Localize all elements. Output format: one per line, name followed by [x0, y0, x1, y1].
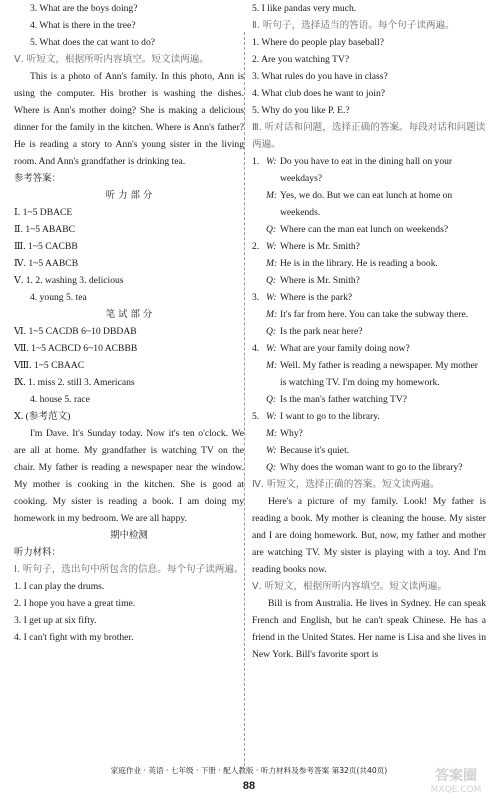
dialogue-number: 5. [252, 411, 260, 422]
section-title: Ⅲ. 听对话和问题，选择正确的答案。每段对话和问题读两遍。 [252, 122, 486, 150]
dialogue-text: Because it's quiet. [280, 445, 350, 456]
dialogue-line [252, 306, 486, 323]
essay-label: Ⅹ. (参考范文) [14, 411, 71, 422]
dialogue-line [252, 408, 486, 425]
speaker-label: W: [266, 156, 277, 167]
sentence-item: 3. What rules do you have in class? [252, 71, 388, 82]
dialogue-number [252, 306, 266, 323]
dialogue-number [252, 187, 266, 221]
speaker-label: M: [266, 258, 278, 269]
dialogue-number [252, 442, 266, 459]
speaker-label: W: [266, 292, 277, 303]
dialogue-number [252, 272, 266, 289]
svg-text:答案圈: 答案圈 [435, 768, 477, 784]
sentence-item: 2. Are you watching TV? [252, 54, 350, 65]
dialogue-line [252, 459, 486, 476]
speaker-label: Q: [266, 224, 277, 235]
dialogue-text: It's far from here. You can take the subway there. [280, 309, 469, 320]
dialogue-line [252, 289, 486, 306]
passage: Bill is from Australia. He lives in Sydney. He can speak French and English, but he can't speak Chinese. He has a friend in the United States. Her name is Lisa and she lives in New York. Bill's favorite sport is [252, 598, 486, 660]
essay: I'm Dave. It's Sunday today. Now it's ten o'clock. We are all at home. My grandfather is watching TV on the chair. My father is reading a newspaper near the window. My mother is cooking in the kitchen. She is good at cooking. My sister is reading a book. I am doing my homework in my bedroom. We are all happy. [14, 428, 244, 524]
answer-line: Ⅵ. 1~5 CACDB 6~10 DBDAB [14, 326, 137, 337]
speaker-label: W: [266, 411, 277, 422]
sentence-item: 4. What club does he want to join? [252, 88, 386, 99]
speaker-label: M: [266, 190, 278, 201]
answer-line: 4. house 5. race [30, 394, 90, 405]
answer-line: Ⅰ. 1~5 DBACE [14, 207, 73, 218]
speaker-label: Q: [266, 394, 277, 405]
speaker-label: M: [266, 309, 278, 320]
dialogue-line [252, 187, 486, 221]
question-line: 3. What are the boys doing? [30, 3, 138, 14]
question-line: 4. What is there in the tree? [30, 20, 136, 31]
dialogue-line [252, 323, 486, 340]
passage: Here's a picture of my family. Look! My father is reading a book. My mother is cleaning the house. My sister and I are doing homework. But, now, my father and mother are watching TV. My sister is playing with a toy. And I'm reading books now. [252, 496, 486, 575]
speaker-label: M: [266, 428, 278, 439]
passage: This is a photo of Ann's family. In this photo, Ann is using the computer. His brother is washing the dishes. Where is Ann's mother doing? She is making a delicious dinner for the family in the kitchen. Where is Ann's father? He is reading a story to Ann's young sister in the living room. And Ann's grandfather is drinking tea. [14, 71, 244, 167]
speaker-label: Q: [266, 275, 277, 286]
dialogue-number: 2. [252, 241, 260, 252]
dialogue-line [252, 221, 486, 238]
dialogue-text: He is in the library. He is reading a book. [280, 258, 438, 269]
page-footer: 家庭作业 · 英语 · 七年级 · 下册 · 配人教版 · 听力材料及参考答案 第32页(共40页) [110, 766, 388, 775]
writing-heading: 笔 试 部 分 [105, 309, 153, 320]
sentence-item: 1. I can play the drums. [14, 581, 105, 592]
dialogue-text: Why does the woman want to go to the library? [280, 462, 463, 473]
sentence-item: 4. I can't fight with my brother. [14, 632, 134, 643]
sentence-item: 5. I like pandas very much. [252, 3, 357, 14]
speaker-label: M: [266, 360, 278, 371]
column-divider [244, 32, 245, 766]
dialogue-number [252, 391, 266, 408]
dialogue-number [252, 357, 266, 391]
speaker-label: W: [266, 343, 277, 354]
listening-heading: 听 力 部 分 [105, 190, 153, 201]
svg-text:MXQE.COM: MXQE.COM [430, 785, 482, 795]
answer-line: Ⅳ. 1~5 AABCB [14, 258, 79, 269]
answers-label: 参考答案： [14, 173, 61, 184]
right-column [252, 0, 486, 663]
dialogue-line [252, 272, 486, 289]
section-title: Ⅳ. 听短文，选择正确的答案。短文读两遍。 [252, 479, 440, 490]
dialogue-text: Yes, we do. But we can eat lunch at home on weekends. [280, 190, 453, 218]
dialogue-text: Where can the man eat lunch on weekends? [280, 224, 449, 235]
dialogue-number: 4. [252, 343, 260, 354]
section-title: Ⅴ. 听短文，根据所听内容填空。短文读两遍。 [252, 581, 447, 592]
dialogue-line [252, 255, 486, 272]
dialogue-line [252, 391, 486, 408]
dialogue-number [252, 459, 266, 476]
material-label: 听力材料： [14, 547, 61, 558]
answer-line: 4. young 5. tea [30, 292, 87, 303]
section-title: Ⅴ. 听短文，根据所听内容填空。短文读两遍。 [14, 54, 209, 65]
answer-line: Ⅲ. 1~5 CACBB [14, 241, 78, 252]
sentence-item: 5. Why do you like P. E.? [252, 105, 350, 116]
dialogue-line [252, 425, 486, 442]
sentence-item: 1. Where do people play baseball? [252, 37, 384, 48]
dialogue-text: Where is Mr. Smith? [280, 241, 360, 252]
midterm-heading: 期中检测 [110, 530, 148, 541]
dialogue-text: I want to go to the library. [280, 411, 380, 422]
dialogue-text: Do you have to eat in the dining hall on your weekdays? [280, 156, 453, 184]
dialogue-line [252, 340, 486, 357]
dialogue-line [252, 357, 486, 391]
dialogue-text: Why? [280, 428, 303, 439]
speaker-label: Q: [266, 462, 277, 473]
speaker-label: Q: [266, 326, 277, 337]
answer-line: Ⅷ. 1~5 CBAAC [14, 360, 85, 371]
dialogue-number: 3. [252, 292, 260, 303]
dialogue-text: Is the man's father watching TV? [280, 394, 408, 405]
dialogue-line [252, 442, 486, 459]
dialogue-number: 1. [252, 156, 260, 167]
answer-line: Ⅴ. 1. 2. washing 3. delicious [14, 275, 124, 286]
dialogue-line [252, 238, 486, 255]
watermark-logo [420, 760, 492, 796]
dialogue-text: Where is Mr. Smith? [280, 275, 360, 286]
section-title: Ⅱ. 听句子，选择适当的答语。每个句子读两遍。 [252, 20, 455, 31]
page-number: 88 [242, 780, 256, 792]
answer-line: Ⅶ. 1~5 ACBCD 6~10 ACBBB [14, 343, 138, 354]
dialogue-text: Where is the park? [280, 292, 353, 303]
sentence-item: 2. I hope you have a great time. [14, 598, 136, 609]
dialogue-line [252, 153, 486, 187]
dialogue-number [252, 323, 266, 340]
sentence-item: 3. I get up at six fifty. [14, 615, 97, 626]
speaker-label: W: [266, 445, 277, 456]
question-line: 5. What does the cat want to do? [30, 37, 156, 48]
section-title: Ⅰ. 听句子，选出句中所包含的信息。每个句子读两遍。 [14, 564, 244, 575]
dialogue-number [252, 425, 266, 442]
speaker-label: W: [266, 241, 277, 252]
dialogue-list [252, 153, 486, 476]
dialogue-number [252, 255, 266, 272]
dialogue-text: Well. My father is reading a newspaper. My mother is watching TV. I'm doing my homework. [280, 360, 478, 388]
dialogue-text: Is the park near here? [280, 326, 363, 337]
answer-line: Ⅸ. 1. miss 2. still 3. Americans [14, 377, 135, 388]
dialogue-text: What are your family doing now? [280, 343, 410, 354]
answer-line: Ⅱ. 1~5 ABABC [14, 224, 76, 235]
dialogue-number [252, 221, 266, 238]
left-column [14, 0, 244, 646]
